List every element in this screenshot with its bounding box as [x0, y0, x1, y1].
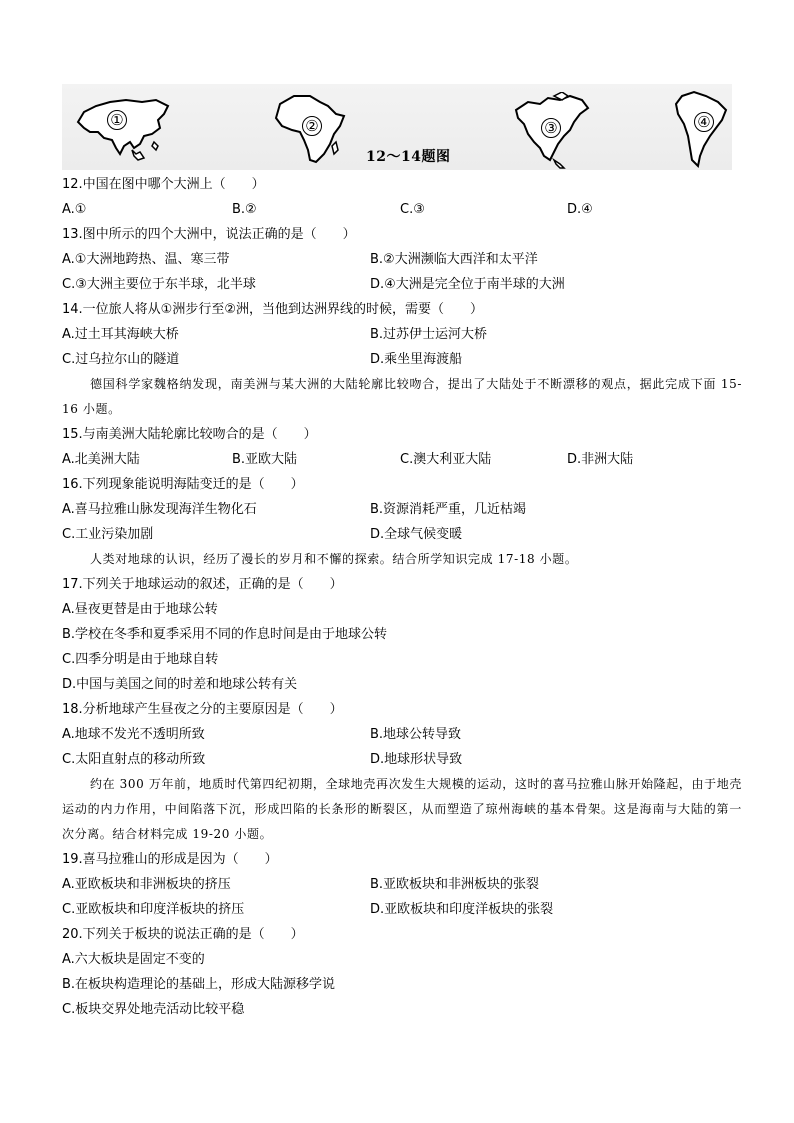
map-asia	[74, 92, 174, 164]
option-13-c[interactable]: C.③大洲主要位于东半球，北半球	[62, 277, 256, 292]
option-18-b[interactable]: B.地球公转导致	[370, 727, 462, 742]
option-18-c[interactable]: C.太阳直射点的移动所致	[62, 752, 206, 767]
question-content	[62, 172, 742, 1022]
option-16-a[interactable]: A.喜马拉雅山脉发现海洋生物化石	[62, 502, 257, 517]
question-16-options-row2	[62, 522, 742, 547]
option-15-b[interactable]: B.亚欧大陆	[232, 452, 298, 467]
question-16-stem: 16.下列现象能说明海陆变迁的是（ ）	[62, 477, 304, 492]
passage-19-20: 约在 300 万年前，地质时代第四纪初期，全球地壳再次发生大规模的运动，这时的喜马拉雅山脉开始隆起，由于地壳运动的内力作用，中间陷落下沉，形成凹陷的长条形的断裂区，从而塑造了琼州海峡的基本骨架。这是海南与大陆的第一次分离。结合材料完成 19-20 小题。	[62, 777, 742, 841]
question-16-options-row1	[62, 497, 742, 522]
option-14-d[interactable]: D.乘坐里海渡船	[370, 352, 463, 367]
option-19-b[interactable]: B.亚欧板块和非洲板块的张裂	[370, 877, 540, 892]
option-14-a[interactable]: A.过土耳其海峡大桥	[62, 327, 179, 342]
option-15-d[interactable]: D.非洲大陆	[567, 452, 634, 467]
question-12-stem: 12.中国在图中哪个大洲上（ ）	[62, 177, 265, 192]
question-15-stem: 15.与南美洲大陆轮廓比较吻合的是（ ）	[62, 427, 317, 442]
option-16-c[interactable]: C.工业污染加剧	[62, 527, 154, 542]
option-19-c[interactable]: C.亚欧板块和印度洋板块的挤压	[62, 902, 245, 917]
question-15-options	[62, 447, 742, 472]
option-17-c[interactable]: C.四季分明是由于地球自转	[62, 652, 219, 667]
map-label-4: ④	[694, 112, 714, 132]
option-19-a[interactable]: A.亚欧板块和非洲板块的挤压	[62, 877, 231, 892]
question-13-options-row2	[62, 272, 742, 297]
option-13-b[interactable]: B.②大洲濒临大西洋和太平洋	[370, 252, 538, 267]
question-13-stem: 13.图中所示的四个大洲中，说法正确的是（ ）	[62, 227, 356, 242]
question-19-options-row2	[62, 897, 742, 922]
passage-17-18: 人类对地球的认识，经历了漫长的岁月和不懈的探索。结合所学知识完成 17-18 小题。	[90, 552, 578, 566]
option-18-d[interactable]: D.地球形状导致	[370, 752, 463, 767]
passage-15-16: 德国科学家魏格纳发现，南美洲与某大洲的大陆轮廓比较吻合，提出了大陆处于不断漂移的观点，据此完成下面 15-16 小题。	[62, 377, 742, 416]
option-15-c[interactable]: C.澳大利亚大陆	[400, 452, 492, 467]
question-17-stem: 17.下列关于地球运动的叙述，正确的是（ ）	[62, 577, 343, 592]
option-19-d[interactable]: D.亚欧板块和印度洋板块的张裂	[370, 902, 554, 917]
option-20-b[interactable]: B.在板块构造理论的基础上，形成大陆源移学说	[62, 977, 336, 992]
option-18-a[interactable]: A.地球不发光不透明所致	[62, 727, 205, 742]
question-19-options-row1	[62, 872, 742, 897]
option-17-a[interactable]: A.昼夜更替是由于地球公转	[62, 602, 218, 617]
option-14-b[interactable]: B.过苏伊士运河大桥	[370, 327, 488, 342]
question-18-options-row1	[62, 722, 742, 747]
question-13-options-row1	[62, 247, 742, 272]
option-13-a[interactable]: A.①大洲地跨热、温、寒三带	[62, 252, 230, 267]
map-label-1: ①	[107, 110, 127, 130]
question-14-stem: 14.一位旅人将从①洲步行至②洲，当他到达洲界线的时候，需要（ ）	[62, 302, 483, 317]
question-12-options	[62, 197, 742, 222]
option-12-d[interactable]: D.④	[567, 202, 593, 217]
question-18-options-row2	[62, 747, 742, 772]
option-14-c[interactable]: C.过乌拉尔山的隧道	[62, 352, 180, 367]
option-20-a[interactable]: A.六大板块是固定不变的	[62, 952, 205, 967]
option-12-b[interactable]: B.②	[232, 202, 257, 217]
map-label-3: ③	[541, 118, 561, 138]
question-18-stem: 18.分析地球产生昼夜之分的主要原因是（ ）	[62, 702, 343, 717]
question-19-stem: 19.喜马拉雅山的形成是因为（ ）	[62, 852, 278, 867]
option-16-b[interactable]: B.资源消耗严重，几近枯竭	[370, 502, 527, 517]
option-12-c[interactable]: C.③	[400, 202, 425, 217]
figure-caption: 12～14题图	[366, 149, 451, 165]
question-14-options-row2	[62, 347, 742, 372]
question-20-stem: 20.下列关于板块的说法正确的是（ ）	[62, 927, 304, 942]
question-14-options-row1	[62, 322, 742, 347]
option-17-b[interactable]: B.学校在冬季和夏季采用不同的作息时间是由于地球公转	[62, 627, 388, 642]
option-13-d[interactable]: D.④大洲是完全位于南半球的大洲	[370, 277, 565, 292]
option-16-d[interactable]: D.全球气候变暖	[370, 527, 463, 542]
option-17-d[interactable]: D.中国与美国之间的时差和地球公转有关	[62, 677, 298, 692]
option-12-a[interactable]: A.①	[62, 202, 87, 217]
map-label-2: ②	[302, 116, 322, 136]
option-15-a[interactable]: A.北美洲大陆	[62, 452, 140, 467]
option-20-c[interactable]: C.板块交界处地壳活动比较平稳	[62, 1002, 245, 1017]
